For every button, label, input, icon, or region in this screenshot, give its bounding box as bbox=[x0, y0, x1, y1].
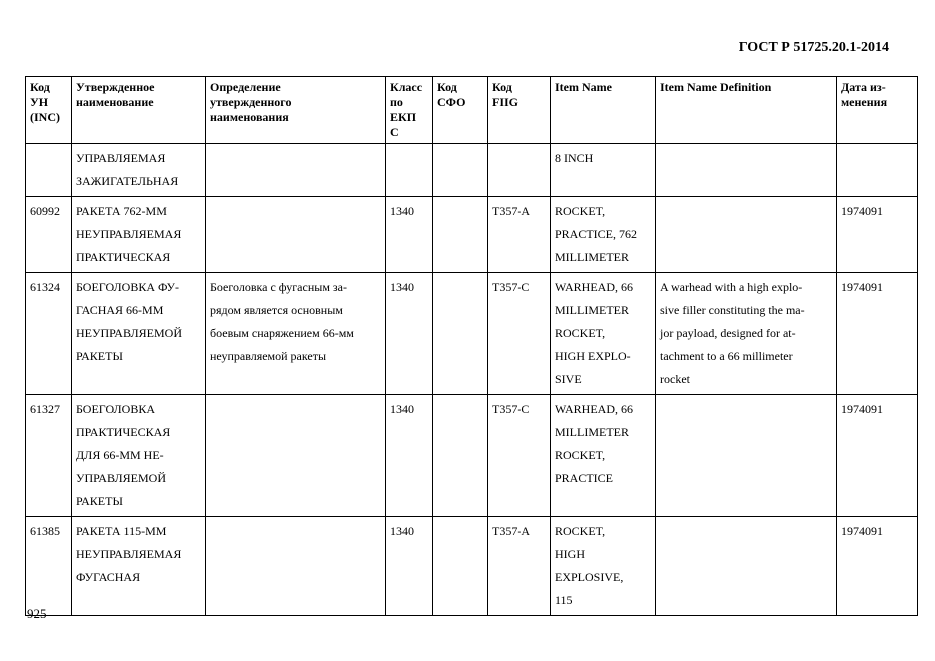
cell-line: tachment to a 66 millimeter bbox=[660, 349, 793, 363]
header-line: УН bbox=[30, 95, 49, 109]
page-number: 925 bbox=[27, 606, 47, 621]
header-line: (INC) bbox=[30, 110, 60, 124]
cell-sfo bbox=[433, 395, 488, 517]
header-line: СФО bbox=[437, 95, 466, 109]
cell-line: WARHEAD, 66 bbox=[555, 280, 633, 294]
col-definition bbox=[206, 77, 386, 144]
cell-definition bbox=[206, 144, 386, 197]
cell-fiig bbox=[488, 144, 551, 197]
cell-line: РАКЕТА 762-ММ bbox=[76, 204, 167, 218]
header-line: утвержденного bbox=[210, 95, 292, 109]
cell-date: 1974091 bbox=[837, 517, 918, 616]
cell-fiig: T357-C bbox=[488, 273, 551, 395]
table-row bbox=[26, 273, 918, 395]
table-header-row bbox=[26, 77, 918, 144]
cell-class: 1340 bbox=[386, 395, 433, 517]
table-row bbox=[26, 517, 918, 616]
cell-line: 8 INCH bbox=[555, 151, 594, 165]
cell-item-name bbox=[551, 197, 656, 273]
cell-line: рядом является основным bbox=[210, 303, 343, 317]
cell-date: 1974091 bbox=[837, 273, 918, 395]
cell-definition bbox=[206, 517, 386, 616]
cell-line: ФУГАСНАЯ bbox=[76, 570, 141, 584]
cell-line: ROCKET, bbox=[555, 326, 606, 340]
cell-class: 1340 bbox=[386, 517, 433, 616]
cell-item-name bbox=[551, 395, 656, 517]
header-line: Item Name bbox=[555, 80, 612, 94]
cell-item-def bbox=[656, 395, 837, 517]
cell-sfo bbox=[433, 197, 488, 273]
header-line: наименование bbox=[76, 95, 154, 109]
cell-line: SIVE bbox=[555, 372, 582, 386]
cell-item-name bbox=[551, 144, 656, 197]
cell-line: ROCKET, bbox=[555, 204, 606, 218]
cell-line: MILLIMETER bbox=[555, 250, 629, 264]
cell-item-def bbox=[656, 517, 837, 616]
header-line: ЕКП bbox=[390, 110, 417, 124]
header-line: FIIG bbox=[492, 95, 519, 109]
cell-line: НЕУПРАВЛЯЕМАЯ bbox=[76, 227, 182, 241]
cell-line: ДЛЯ 66-ММ НЕ- bbox=[76, 448, 164, 462]
cell-line: БОЕГОЛОВКА ФУ- bbox=[76, 280, 180, 294]
cell-item-name bbox=[551, 517, 656, 616]
cell-line: РАКЕТЫ bbox=[76, 494, 123, 508]
cell-line: EXPLOSIVE, bbox=[555, 570, 624, 584]
cell-line: УПРАВЛЯЕМАЯ bbox=[76, 151, 166, 165]
header-line: Утвержденное bbox=[76, 80, 155, 94]
cell-line: MILLIMETER bbox=[555, 425, 629, 439]
cell-date: 1974091 bbox=[837, 197, 918, 273]
cell-code: 61385 bbox=[26, 517, 72, 616]
header-line: Код bbox=[437, 80, 457, 94]
cell-line: PRACTICE, 762 bbox=[555, 227, 638, 241]
document-id: ГОСТ Р 51725.20.1-2014 bbox=[738, 40, 889, 55]
cell-fiig: T357-A bbox=[488, 197, 551, 273]
cell-line: ЗАЖИГАТЕЛЬНАЯ bbox=[76, 174, 179, 188]
cell-item-name bbox=[551, 273, 656, 395]
cell-line: НЕУПРАВЛЯЕМОЙ bbox=[76, 326, 182, 340]
col-code-inc bbox=[26, 77, 72, 144]
cell-line: ПРАКТИЧЕСКАЯ bbox=[76, 250, 171, 264]
header-line: Код bbox=[30, 80, 50, 94]
cell-line: WARHEAD, 66 bbox=[555, 402, 633, 416]
header-line: менения bbox=[841, 95, 888, 109]
cell-name bbox=[72, 144, 206, 197]
header-line: наименования bbox=[210, 110, 289, 124]
col-item-name bbox=[551, 77, 656, 144]
table-row bbox=[26, 144, 918, 197]
cell-fiig: T357-A bbox=[488, 517, 551, 616]
cell-line: HIGH EXPLO- bbox=[555, 349, 631, 363]
col-change-date bbox=[837, 77, 918, 144]
cell-code: 60992 bbox=[26, 197, 72, 273]
cell-fiig: T357-C bbox=[488, 395, 551, 517]
table-row bbox=[26, 197, 918, 273]
col-class-ekps bbox=[386, 77, 433, 144]
cell-class: 1340 bbox=[386, 197, 433, 273]
cell-line: ПРАКТИЧЕСКАЯ bbox=[76, 425, 171, 439]
cell-code bbox=[26, 144, 72, 197]
cell-line: ГАСНАЯ 66-ММ bbox=[76, 303, 164, 317]
header-line: Дата из- bbox=[841, 80, 886, 94]
cell-name bbox=[72, 517, 206, 616]
cell-line: PRACTICE bbox=[555, 471, 614, 485]
col-code-fiig bbox=[488, 77, 551, 144]
cell-name bbox=[72, 273, 206, 395]
cell-line: Боеголовка с фугасным за- bbox=[210, 280, 347, 294]
header-line: по bbox=[390, 95, 403, 109]
cell-line: РАКЕТА 115-ММ bbox=[76, 524, 167, 538]
header-line: С bbox=[390, 125, 399, 139]
cell-name bbox=[72, 395, 206, 517]
header-line: Определение bbox=[210, 80, 281, 94]
cell-line: неуправляемой ракеты bbox=[210, 349, 327, 363]
cell-line: 115 bbox=[555, 593, 573, 607]
cell-code: 61324 bbox=[26, 273, 72, 395]
cell-line: НЕУПРАВЛЯЕМАЯ bbox=[76, 547, 182, 561]
cell-sfo bbox=[433, 273, 488, 395]
cell-sfo bbox=[433, 144, 488, 197]
col-item-name-definition bbox=[656, 77, 837, 144]
cell-line: MILLIMETER bbox=[555, 303, 629, 317]
header-line: Item Name Definition bbox=[660, 80, 772, 94]
catalog-table bbox=[25, 76, 918, 616]
cell-code: 61327 bbox=[26, 395, 72, 517]
col-approved-name bbox=[72, 77, 206, 144]
header-line: Класс bbox=[390, 80, 423, 94]
cell-line: jor payload, designed for at- bbox=[660, 326, 796, 340]
cell-definition bbox=[206, 197, 386, 273]
cell-line: РАКЕТЫ bbox=[76, 349, 123, 363]
cell-class: 1340 bbox=[386, 273, 433, 395]
cell-item-def bbox=[656, 144, 837, 197]
cell-date: 1974091 bbox=[837, 395, 918, 517]
cell-line: A warhead with a high explo- bbox=[660, 280, 803, 294]
cell-line: ROCKET, bbox=[555, 524, 606, 538]
cell-definition bbox=[206, 395, 386, 517]
cell-line: rocket bbox=[660, 372, 690, 386]
cell-line: sive filler constituting the ma- bbox=[660, 303, 805, 317]
table-row bbox=[26, 395, 918, 517]
cell-definition bbox=[206, 273, 386, 395]
cell-line: БОЕГОЛОВКА bbox=[76, 402, 155, 416]
cell-item-def bbox=[656, 197, 837, 273]
cell-class bbox=[386, 144, 433, 197]
col-code-sfo bbox=[433, 77, 488, 144]
cell-line: боевым снаряжением 66-мм bbox=[210, 326, 354, 340]
cell-line: ROCKET, bbox=[555, 448, 606, 462]
cell-line: HIGH bbox=[555, 547, 585, 561]
cell-item-def bbox=[656, 273, 837, 395]
cell-sfo bbox=[433, 517, 488, 616]
cell-name bbox=[72, 197, 206, 273]
header-line: Код bbox=[492, 80, 512, 94]
cell-line: УПРАВЛЯЕМОЙ bbox=[76, 471, 166, 485]
cell-date bbox=[837, 144, 918, 197]
